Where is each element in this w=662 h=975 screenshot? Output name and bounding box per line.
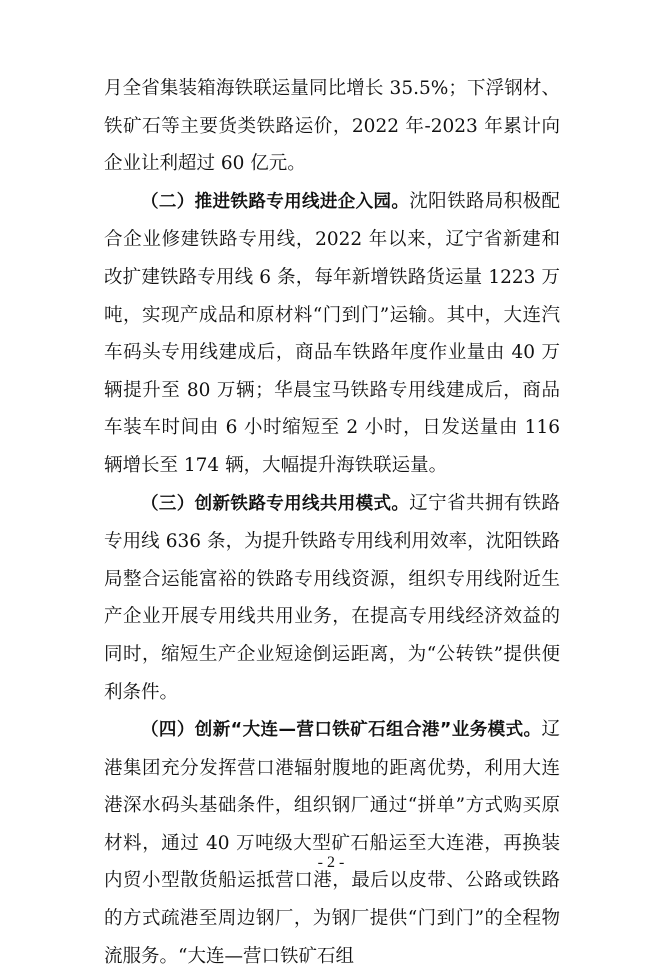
paragraph-4-body: 辽港集团充分发挥营口港辐射腹地的距离优势，利用大连港深水码头基础条件，组织钢厂通过“拼单”方式购买原材料，通过 40 万吨级大型矿石船运至大连港，再换装内贸小型散货船运抵营口港，最后以皮带、公路或铁路的方式疏港至周边钢厂，为钢厂提供“门到门”的全程物流服务。“大连—营口铁矿石组 (104, 719, 560, 967)
body-text (104, 70, 560, 975)
paragraph-dedicated-lines (104, 183, 560, 485)
paragraph-shared-lines (104, 485, 560, 712)
paragraph-combined-port (104, 711, 560, 975)
paragraph-3-body: 辽宁省共拥有铁路专用线 636 条，为提升铁路专用线利用效率，沈阳铁路局整合运能富裕的铁路专用线资源，组织专用线附近生产企业开展专用线共用业务，在提高专用线经济效益的同时，缩短生产企业短途倒运距离，为“公转铁”提供便利条件。 (104, 492, 560, 703)
paragraph-2-heading: （二）推进铁路专用线进企入园。 (141, 191, 410, 212)
paragraph-1-body: 月全省集装箱海铁联运量同比增长 35.5%；下浮钢材、铁矿石等主要货类铁路运价，2022 年-2023 年累计向企业让利超过 60 亿元。 (104, 78, 560, 175)
paragraph-3-heading: （三）创新铁路专用线共用模式。 (141, 493, 410, 514)
page-number: - 2 - (317, 854, 345, 871)
paragraph-continuation (104, 70, 560, 183)
paragraph-2-body: 沈阳铁路局积极配合企业修建铁路专用线，2022 年以来，辽宁省新建和改扩建铁路专用线 6 条，每年新增铁路货运量 1223 万吨，实现产成品和原材料“门到门”运输。其中，大连汽车码头专用线建成后，商品车铁路年度作业量由 40 万辆提升至 80 万辆；华晨宝马铁路专用线建成后，商品车装车时间由 6 小时缩短至 2 小时，日发送量由 116 辆增长至 174 辆，大幅提升海铁联运量。 (104, 190, 560, 476)
paragraph-4-heading: （四）创新“大连—营口铁矿石组合港”业务模式。 (141, 720, 542, 741)
